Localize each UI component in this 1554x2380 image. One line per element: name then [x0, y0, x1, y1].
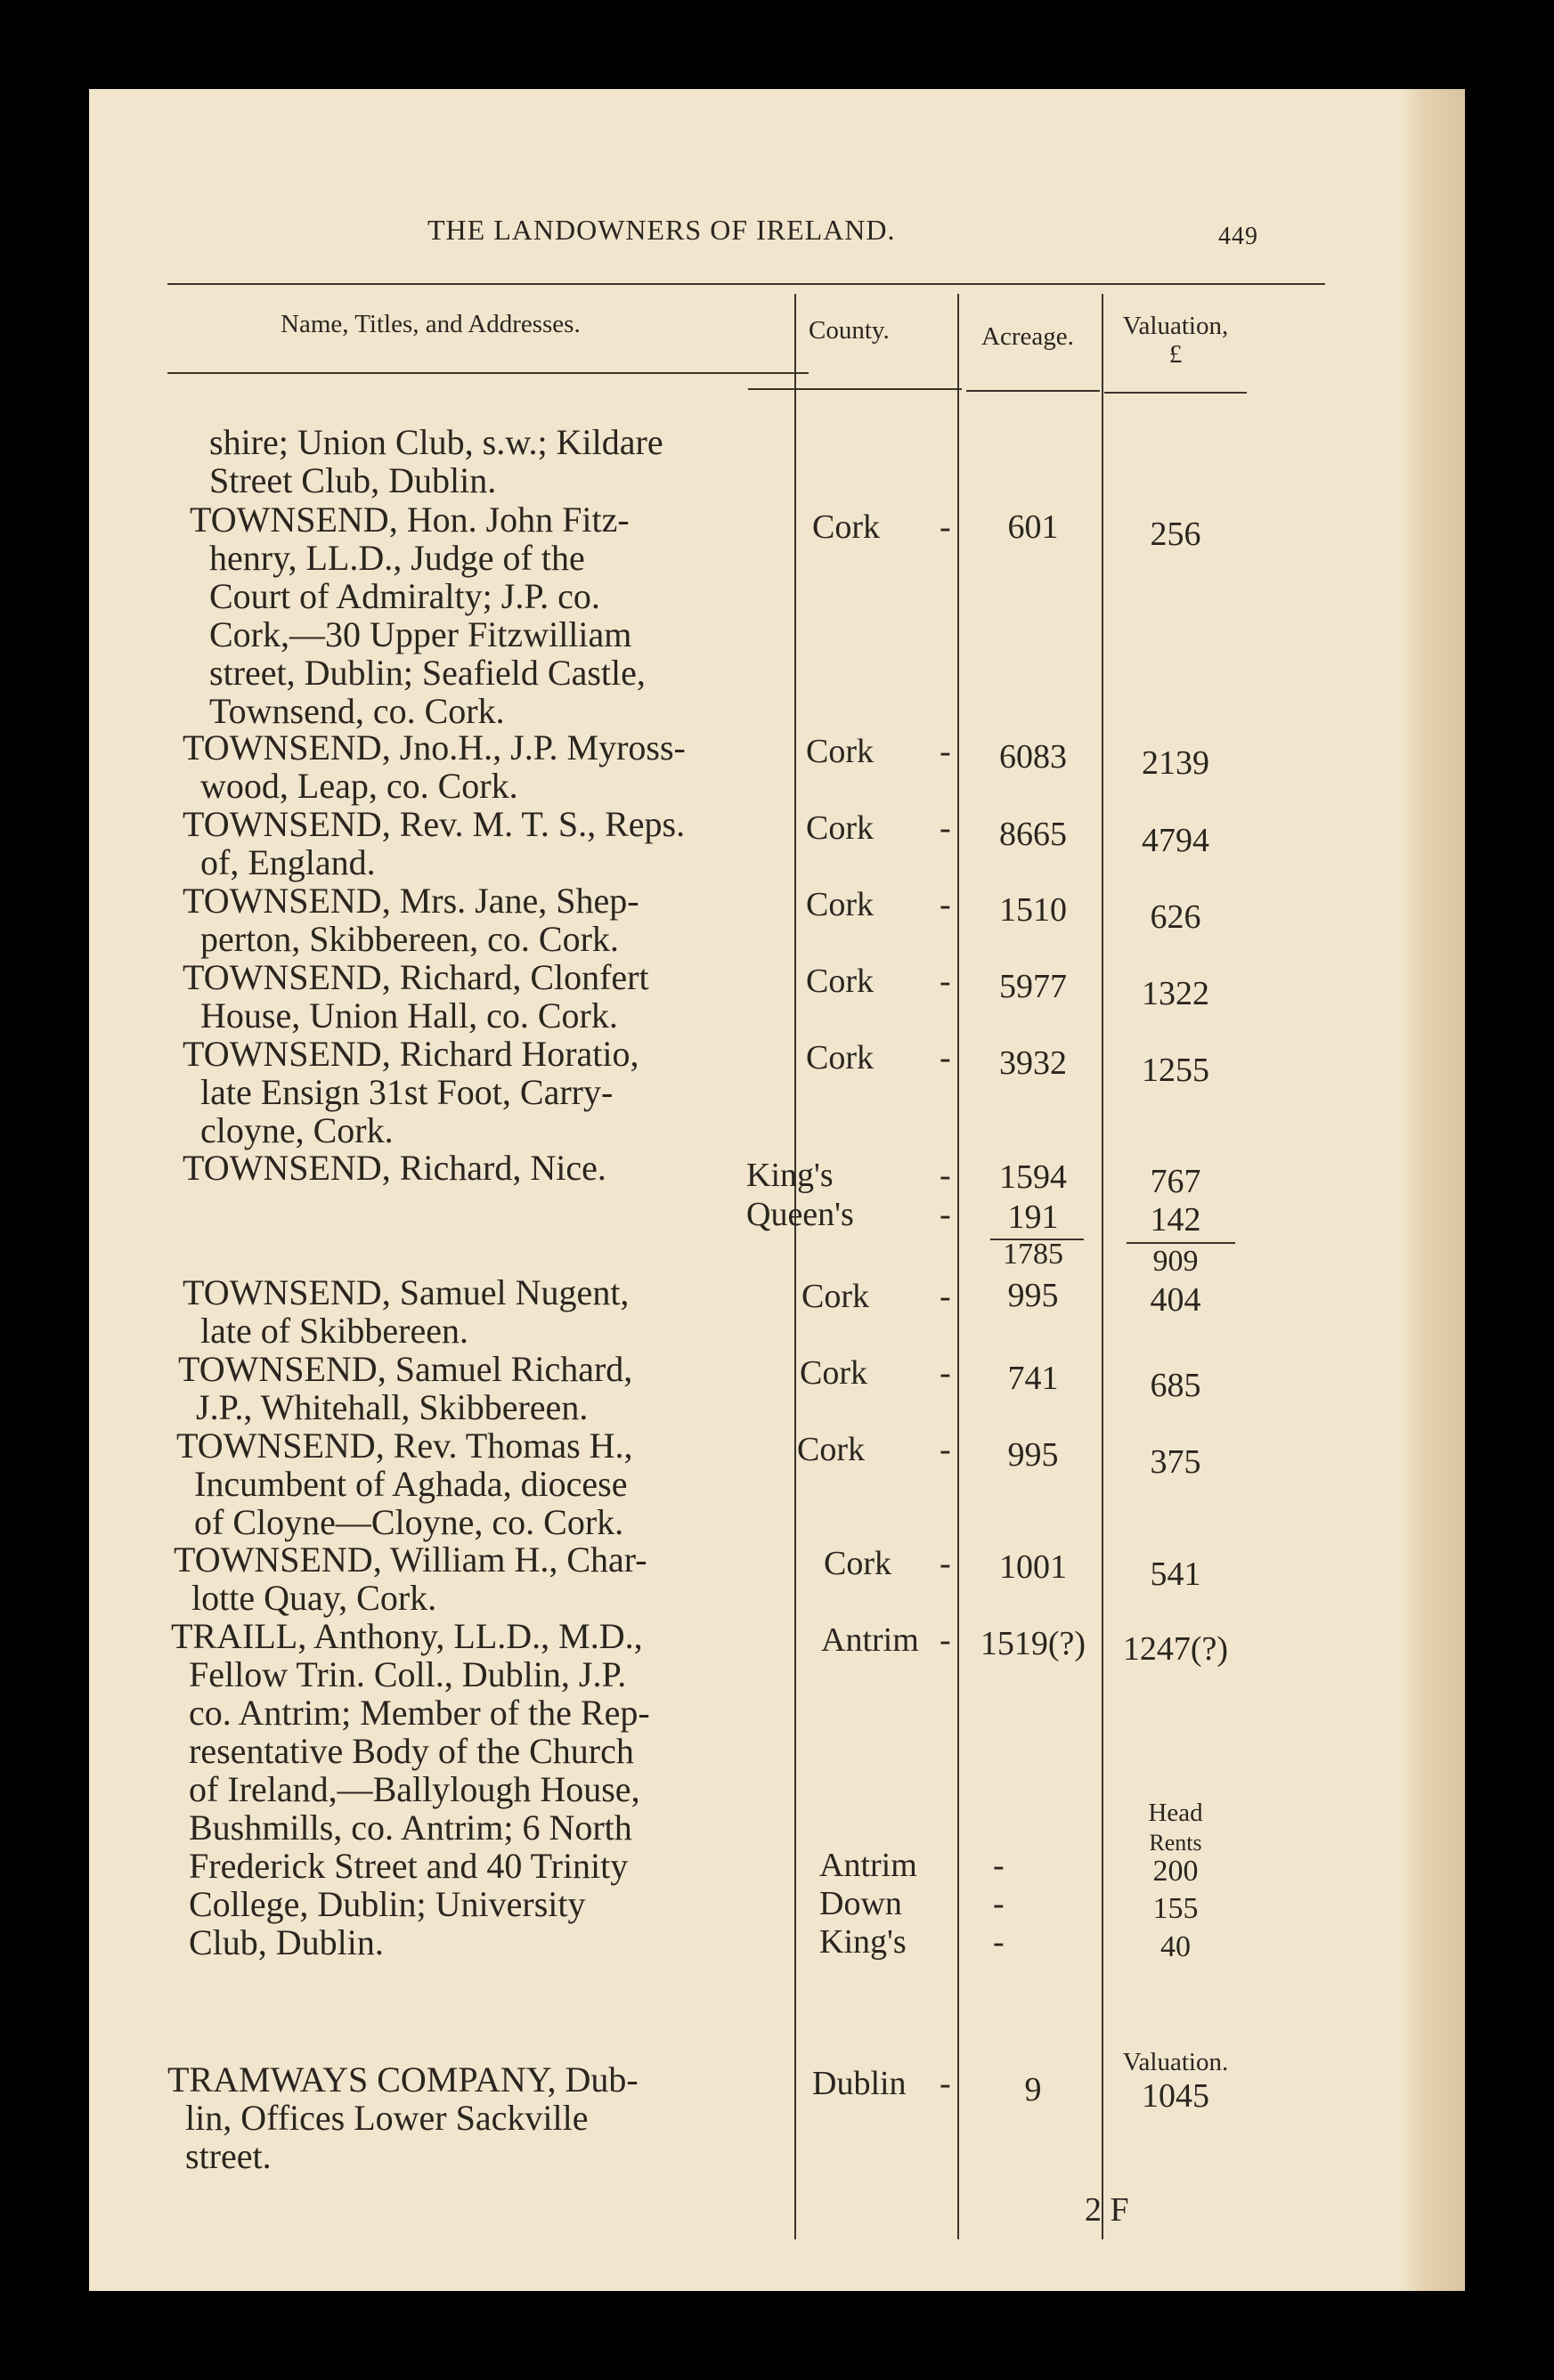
- entry-townsend-richard-nice: TOWNSEND, Richard, Nice.: [183, 1148, 606, 1188]
- acreage-cell: 1519(?): [980, 1625, 1086, 1662]
- county-cell: King's: [819, 1923, 907, 1961]
- dash: -: [940, 1621, 951, 1659]
- county-cell: Cork: [806, 963, 874, 1000]
- valuation-total: 909: [1152, 1245, 1199, 1278]
- valuation-header-line2: £: [1168, 340, 1183, 369]
- acreage-cell: 9: [1024, 2071, 1042, 2108]
- valuation-cell: 1247(?): [1122, 1630, 1229, 1668]
- column-header-valuation: [1104, 312, 1247, 369]
- valuation-cell: 4794: [1142, 822, 1209, 859]
- valuation-cell: 767: [1150, 1163, 1201, 1200]
- dash: -: [940, 1431, 951, 1468]
- valuation-label: Valuation.: [1122, 2048, 1229, 2076]
- head-rents-label: Head: [1148, 1799, 1203, 1827]
- valuation-cell: 541: [1150, 1556, 1201, 1593]
- valuation-cell: 375: [1150, 1443, 1201, 1481]
- acreage-cell: 741: [1007, 1360, 1059, 1397]
- valuation-cell: 1255: [1142, 1052, 1209, 1089]
- valuation-cell: 685: [1150, 1367, 1201, 1404]
- dash: -: [940, 886, 951, 923]
- valuation-cell: 142: [1150, 1201, 1201, 1239]
- county-cell: King's: [746, 1157, 834, 1194]
- acreage-cell: 3932: [999, 1044, 1067, 1082]
- book-page: [89, 89, 1465, 2291]
- column-divider-3: [1102, 294, 1103, 2239]
- signature-mark: 2 F: [1085, 2191, 1129, 2229]
- entry-continuation: shire; Union Club, s.w.; Kildare Street Club, Dublin.: [209, 422, 663, 500]
- county-cell: Cork: [824, 1545, 891, 1582]
- dash: -: [993, 1923, 1005, 1961]
- acreage-cell: 1001: [999, 1548, 1067, 1586]
- acreage-cell: 6083: [999, 738, 1067, 776]
- acreage-cell: 8665: [999, 816, 1067, 853]
- valuation-cell: 404: [1150, 1281, 1201, 1319]
- county-cell: Cork: [806, 733, 874, 770]
- head-rents-label: Rents: [1149, 1830, 1202, 1856]
- entry-townsend-mts: TOWNSEND, Rev. M. T. S., Reps. of, England.: [183, 804, 686, 882]
- county-cell: Cork: [806, 809, 874, 847]
- acreage-total: 1785: [1003, 1238, 1063, 1271]
- top-rule: [167, 283, 1325, 285]
- county-cell: Cork: [797, 1431, 865, 1468]
- county-cell: Down: [819, 1885, 902, 1922]
- dash: -: [940, 1039, 951, 1076]
- acreage-cell: 5977: [999, 968, 1067, 1005]
- county-cell: Antrim: [821, 1621, 919, 1659]
- entry-townsend-jane: TOWNSEND, Mrs. Jane, Shep- perton, Skibbereen, co. Cork.: [183, 881, 639, 959]
- valuation-cell: 1322: [1142, 975, 1209, 1012]
- county-cell: Antrim: [819, 1847, 917, 1884]
- head-rent-value: 155: [1152, 1892, 1199, 1925]
- entry-townsend-samuel-nugent: TOWNSEND, Samuel Nugent, late of Skibbereen.: [183, 1272, 630, 1351]
- page-edge: [1398, 89, 1465, 2291]
- county-cell: Cork: [812, 508, 880, 546]
- dash: -: [940, 1157, 951, 1194]
- column-divider-2: [957, 294, 959, 2239]
- dash: -: [940, 809, 951, 847]
- valuation-col-rule: [1104, 392, 1247, 394]
- column-header-acreage: Acreage.: [981, 322, 1074, 351]
- entry-townsend-william: TOWNSEND, William H., Char- lotte Quay, Cork.: [174, 1539, 647, 1618]
- page-number: 449: [1218, 223, 1258, 250]
- acreage-cell: 601: [1007, 508, 1059, 546]
- acreage-cell: 191: [1007, 1198, 1059, 1236]
- column-header-county: County.: [809, 316, 890, 345]
- entry-tramways-company: TRAMWAYS COMPANY, Dub- lin, Offices Lower Sackville street.: [167, 2059, 639, 2176]
- entry-townsend-samuel-richard: TOWNSEND, Samuel Richard, J.P., Whitehall, Skibbereen.: [178, 1349, 633, 1427]
- entry-townsend-richard-clonfert: TOWNSEND, Richard, Clonfert House, Union Hall, co. Cork.: [183, 957, 649, 1036]
- dash: -: [940, 733, 951, 770]
- dash: -: [940, 2065, 951, 2102]
- county-col-rule: [748, 388, 962, 390]
- county-cell: Cork: [800, 1354, 867, 1392]
- county-cell: Cork: [806, 1039, 874, 1076]
- running-header: THE LANDOWNERS OF IRELAND.: [427, 214, 896, 246]
- column-header-name: Name, Titles, and Addresses.: [281, 310, 581, 338]
- county-cell: Cork: [806, 886, 874, 923]
- acreage-col-rule: [966, 390, 1100, 392]
- column-divider-1: [794, 294, 796, 2239]
- acreage-cell: 1510: [999, 891, 1067, 929]
- entry-townsend-richard-horatio: TOWNSEND, Richard Horatio, late Ensign 31st Foot, Carry- cloyne, Cork.: [183, 1034, 639, 1150]
- valuation-cell: 256: [1150, 516, 1201, 553]
- acreage-cell: 995: [1007, 1436, 1059, 1474]
- dash: -: [993, 1885, 1005, 1922]
- entry-townsend-thomas: TOWNSEND, Rev. Thomas H., Incumbent of Aghada, diocese of Cloyne—Cloyne, co. Cork.: [176, 1426, 633, 1542]
- county-cell: Queen's: [746, 1196, 854, 1233]
- subtotal-rule: [1127, 1242, 1235, 1244]
- valuation-header-line1: Valuation,: [1122, 312, 1229, 340]
- head-rent-value: 200: [1152, 1855, 1199, 1888]
- valuation-cell: 1045: [1142, 2077, 1209, 2115]
- entry-townsend-john: TOWNSEND, Hon. John Fitz- henry, LL.D., Judge of the Court of Admiralty; J.P. co. Cork,—30 Upper Fitzwilliam street, Dublin; Seafield Castle, Townsend, co. Cork.: [190, 500, 646, 731]
- acreage-cell: 1594: [999, 1158, 1067, 1196]
- county-cell: Dublin: [812, 2065, 907, 2102]
- dash: -: [940, 1278, 951, 1315]
- valuation-cell: 2139: [1142, 744, 1209, 782]
- entry-townsend-jno: TOWNSEND, Jno.H., J.P. Myross- wood, Leap, co. Cork.: [183, 727, 686, 806]
- acreage-cell: 995: [1007, 1277, 1059, 1314]
- dash: -: [940, 963, 951, 1000]
- dash: -: [940, 1354, 951, 1392]
- valuation-cell: 626: [1150, 898, 1201, 936]
- county-cell: Cork: [801, 1278, 869, 1315]
- dash: -: [940, 1196, 951, 1233]
- name-col-rule: [167, 372, 809, 374]
- dash: -: [993, 1847, 1005, 1884]
- dash: -: [940, 1545, 951, 1582]
- head-rent-value: 40: [1160, 1930, 1191, 1963]
- entry-traill-anthony: TRAILL, Anthony, LL.D., M.D., Fellow Trin. Coll., Dublin, J.P. co. Antrim; Member of the Rep- resentative Body of the Church of Ireland,—Ballylough House, Bushmills, co. Antrim; 6 North Frederick Street and 40 Trinity College, Dublin; University Club, Dublin.: [171, 1616, 650, 1962]
- dash: -: [940, 508, 951, 546]
